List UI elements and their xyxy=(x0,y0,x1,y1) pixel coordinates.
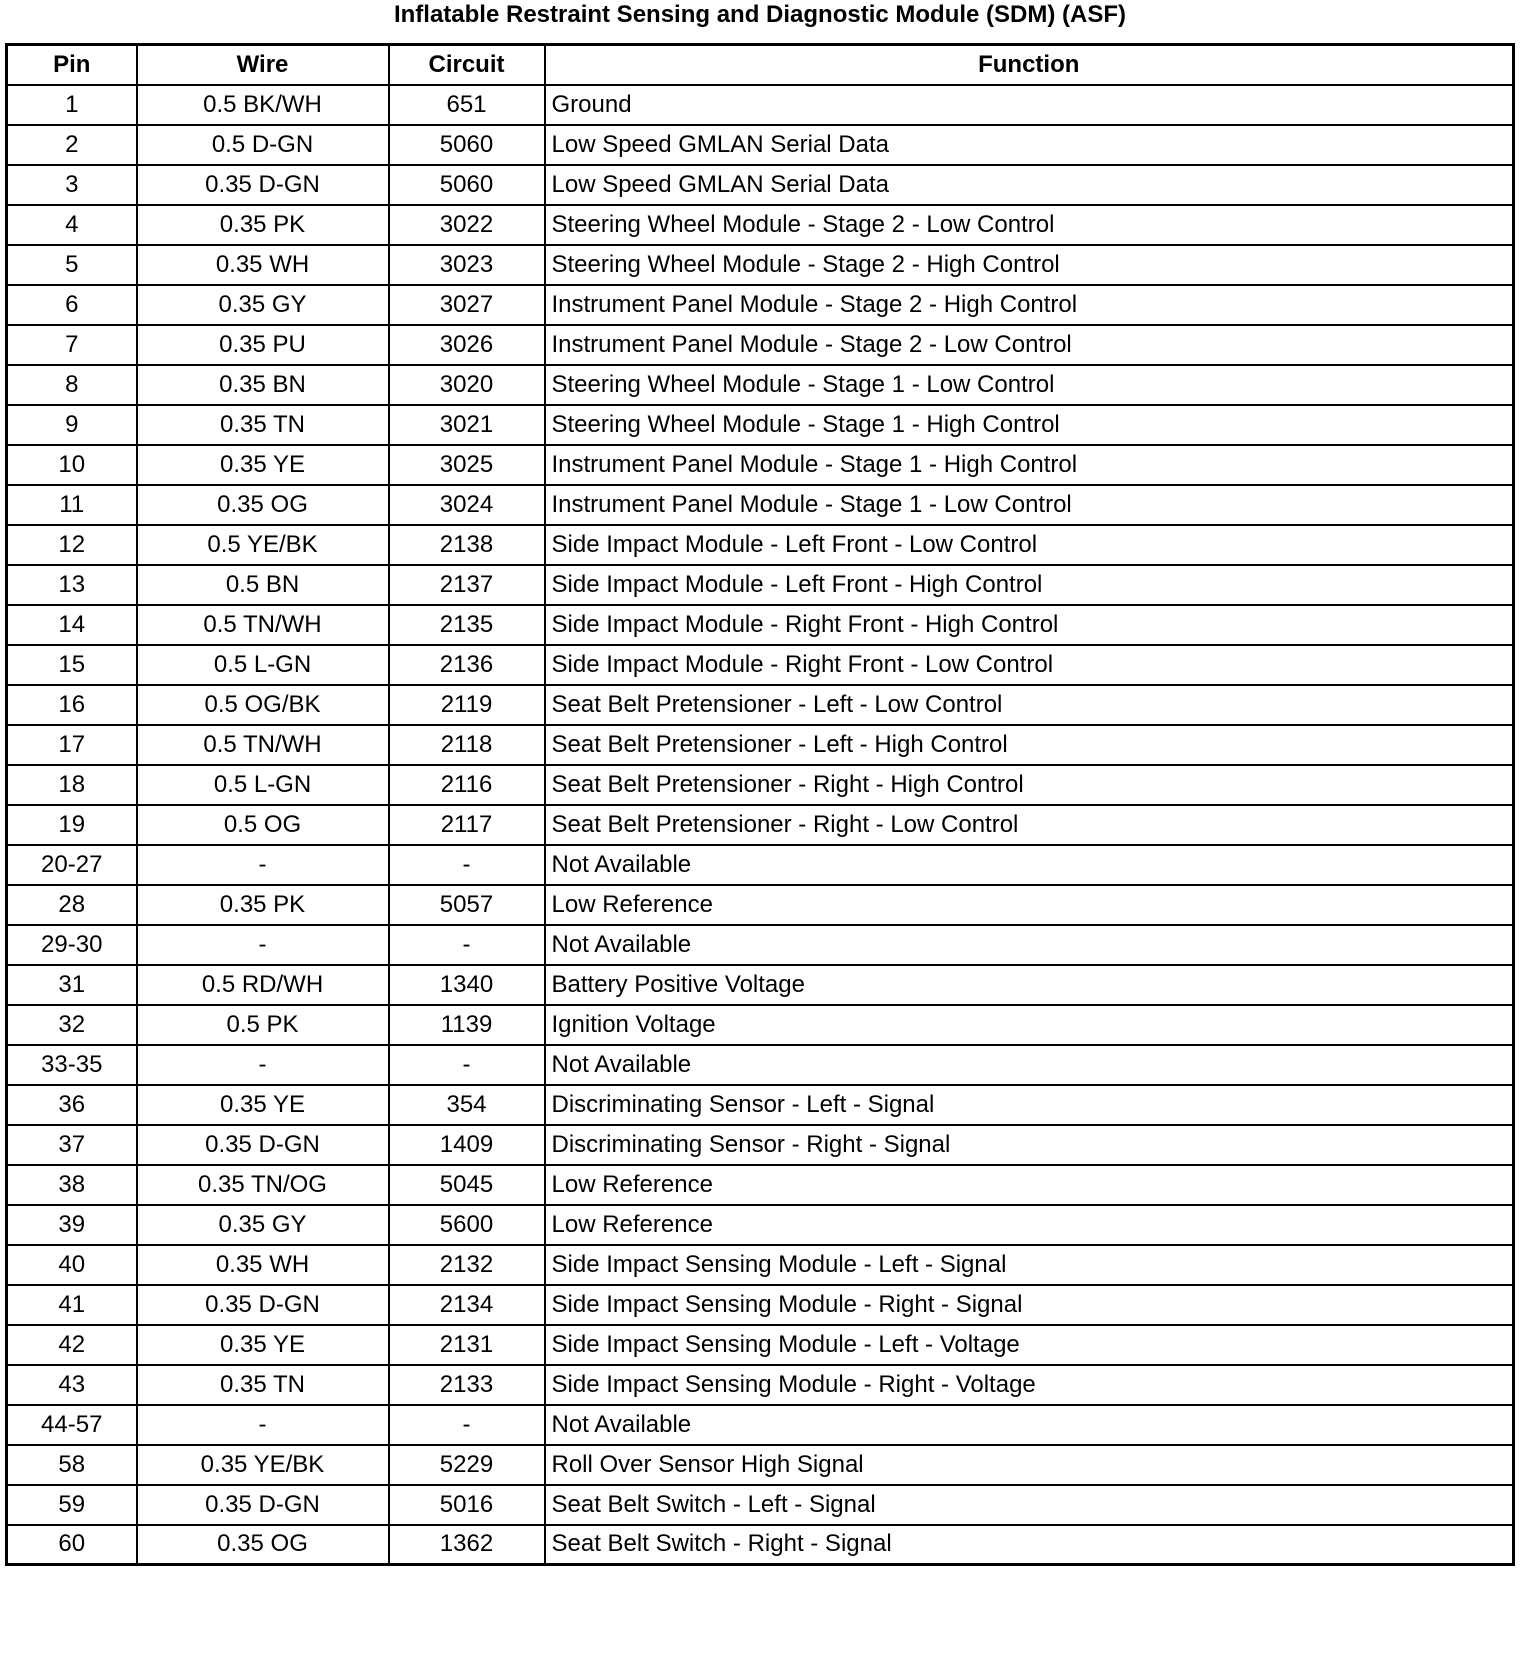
column-header-circuit: Circuit xyxy=(389,45,545,85)
wire-cell: 0.35 D-GN xyxy=(137,1125,389,1165)
function-cell: Battery Positive Voltage xyxy=(545,965,1514,1005)
pin-cell: 16 xyxy=(7,685,137,725)
circuit-cell: 2134 xyxy=(389,1285,545,1325)
circuit-cell: 2137 xyxy=(389,565,545,605)
function-cell: Ground xyxy=(545,85,1514,125)
pin-cell: 9 xyxy=(7,405,137,445)
pin-cell: 60 xyxy=(7,1525,137,1565)
pin-cell: 18 xyxy=(7,765,137,805)
wire-cell: 0.5 OG/BK xyxy=(137,685,389,725)
function-cell: Low Speed GMLAN Serial Data xyxy=(545,165,1514,205)
table-row xyxy=(7,725,1514,765)
pin-cell: 37 xyxy=(7,1125,137,1165)
circuit-cell: 3026 xyxy=(389,325,545,365)
pin-cell: 6 xyxy=(7,285,137,325)
circuit-cell: 3021 xyxy=(389,405,545,445)
circuit-cell: 1340 xyxy=(389,965,545,1005)
circuit-cell: 3022 xyxy=(389,205,545,245)
function-cell: Not Available xyxy=(545,1405,1514,1445)
circuit-cell: 5045 xyxy=(389,1165,545,1205)
table-row xyxy=(7,485,1514,525)
function-cell: Instrument Panel Module - Stage 1 - Low Control xyxy=(545,485,1514,525)
wire-cell: - xyxy=(137,1045,389,1085)
circuit-cell: 354 xyxy=(389,1085,545,1125)
function-cell: Steering Wheel Module - Stage 2 - High Control xyxy=(545,245,1514,285)
table-row xyxy=(7,1525,1514,1565)
circuit-cell: 2117 xyxy=(389,805,545,845)
pinout-table xyxy=(5,43,1515,1566)
circuit-cell: 651 xyxy=(389,85,545,125)
wire-cell: 0.35 TN xyxy=(137,1365,389,1405)
function-cell: Instrument Panel Module - Stage 1 - High Control xyxy=(545,445,1514,485)
wire-cell: 0.35 GY xyxy=(137,285,389,325)
pin-cell: 1 xyxy=(7,85,137,125)
table-row xyxy=(7,85,1514,125)
function-cell: Side Impact Module - Right Front - High Control xyxy=(545,605,1514,645)
pin-cell: 41 xyxy=(7,1285,137,1325)
pin-cell: 59 xyxy=(7,1485,137,1525)
table-row xyxy=(7,365,1514,405)
wire-cell: 0.35 PK xyxy=(137,885,389,925)
pin-cell: 29-30 xyxy=(7,925,137,965)
wire-cell: 0.35 WH xyxy=(137,245,389,285)
wire-cell: - xyxy=(137,1405,389,1445)
function-cell: Side Impact Sensing Module - Left - Voltage xyxy=(545,1325,1514,1365)
table-row xyxy=(7,885,1514,925)
function-cell: Instrument Panel Module - Stage 2 - High Control xyxy=(545,285,1514,325)
circuit-cell: 5057 xyxy=(389,885,545,925)
circuit-cell: 3025 xyxy=(389,445,545,485)
pin-cell: 40 xyxy=(7,1245,137,1285)
function-cell: Side Impact Sensing Module - Left - Signal xyxy=(545,1245,1514,1285)
table-row xyxy=(7,1365,1514,1405)
table-row xyxy=(7,1125,1514,1165)
table-row xyxy=(7,1085,1514,1125)
function-cell: Seat Belt Pretensioner - Right - High Control xyxy=(545,765,1514,805)
circuit-cell: - xyxy=(389,1405,545,1445)
function-cell: Steering Wheel Module - Stage 1 - Low Control xyxy=(545,365,1514,405)
function-cell: Steering Wheel Module - Stage 2 - Low Control xyxy=(545,205,1514,245)
table-row xyxy=(7,125,1514,165)
table-row xyxy=(7,245,1514,285)
wire-cell: 0.35 D-GN xyxy=(137,165,389,205)
function-cell: Steering Wheel Module - Stage 1 - High Control xyxy=(545,405,1514,445)
pin-cell: 28 xyxy=(7,885,137,925)
circuit-cell: - xyxy=(389,1045,545,1085)
circuit-cell: 5229 xyxy=(389,1445,545,1485)
function-cell: Roll Over Sensor High Signal xyxy=(545,1445,1514,1485)
function-cell: Side Impact Module - Left Front - High Control xyxy=(545,565,1514,605)
circuit-cell: 2118 xyxy=(389,725,545,765)
pin-cell: 15 xyxy=(7,645,137,685)
function-cell: Side Impact Module - Left Front - Low Control xyxy=(545,525,1514,565)
column-header-wire: Wire xyxy=(137,45,389,85)
pin-cell: 58 xyxy=(7,1445,137,1485)
function-cell: Side Impact Sensing Module - Right - Voltage xyxy=(545,1365,1514,1405)
table-row xyxy=(7,805,1514,845)
pin-cell: 38 xyxy=(7,1165,137,1205)
pin-cell: 10 xyxy=(7,445,137,485)
circuit-cell: 3027 xyxy=(389,285,545,325)
column-header-pin: Pin xyxy=(7,45,137,85)
wire-cell: - xyxy=(137,845,389,885)
table-row xyxy=(7,1245,1514,1285)
circuit-cell: 2119 xyxy=(389,685,545,725)
circuit-cell: - xyxy=(389,925,545,965)
circuit-cell: 2132 xyxy=(389,1245,545,1285)
function-cell: Seat Belt Pretensioner - Right - Low Control xyxy=(545,805,1514,845)
circuit-cell: 3023 xyxy=(389,245,545,285)
function-cell: Seat Belt Pretensioner - Left - High Control xyxy=(545,725,1514,765)
column-header-function: Function xyxy=(545,45,1514,85)
pin-cell: 5 xyxy=(7,245,137,285)
table-row xyxy=(7,445,1514,485)
pin-cell: 14 xyxy=(7,605,137,645)
pin-cell: 36 xyxy=(7,1085,137,1125)
pin-cell: 4 xyxy=(7,205,137,245)
wire-cell: 0.5 D-GN xyxy=(137,125,389,165)
wire-cell: 0.5 YE/BK xyxy=(137,525,389,565)
wire-cell: 0.35 BN xyxy=(137,365,389,405)
circuit-cell: - xyxy=(389,845,545,885)
wire-cell: 0.35 PU xyxy=(137,325,389,365)
table-row xyxy=(7,165,1514,205)
pin-cell: 17 xyxy=(7,725,137,765)
function-cell: Not Available xyxy=(545,845,1514,885)
table-row xyxy=(7,1285,1514,1325)
table-row xyxy=(7,685,1514,725)
table-row xyxy=(7,925,1514,965)
pin-cell: 31 xyxy=(7,965,137,1005)
wire-cell: 0.35 WH xyxy=(137,1245,389,1285)
pin-cell: 2 xyxy=(7,125,137,165)
wire-cell: 0.35 YE/BK xyxy=(137,1445,389,1485)
circuit-cell: 5060 xyxy=(389,165,545,205)
wire-cell: 0.5 TN/WH xyxy=(137,605,389,645)
circuit-cell: 1409 xyxy=(389,1125,545,1165)
wire-cell: 0.35 GY xyxy=(137,1205,389,1245)
table-row xyxy=(7,1005,1514,1045)
circuit-cell: 5016 xyxy=(389,1485,545,1525)
function-cell: Discriminating Sensor - Right - Signal xyxy=(545,1125,1514,1165)
pin-cell: 3 xyxy=(7,165,137,205)
table-row xyxy=(7,1045,1514,1085)
wire-cell: 0.5 RD/WH xyxy=(137,965,389,1005)
circuit-cell: 2138 xyxy=(389,525,545,565)
table-row xyxy=(7,325,1514,365)
wire-cell: 0.5 L-GN xyxy=(137,645,389,685)
circuit-cell: 1362 xyxy=(389,1525,545,1565)
circuit-cell: 3020 xyxy=(389,365,545,405)
table-row xyxy=(7,1165,1514,1205)
circuit-cell: 2116 xyxy=(389,765,545,805)
function-cell: Not Available xyxy=(545,925,1514,965)
pin-cell: 13 xyxy=(7,565,137,605)
wire-cell: 0.35 PK xyxy=(137,205,389,245)
table-row xyxy=(7,965,1514,1005)
circuit-cell: 1139 xyxy=(389,1005,545,1045)
function-cell: Seat Belt Pretensioner - Left - Low Control xyxy=(545,685,1514,725)
table-row xyxy=(7,1205,1514,1245)
table-row xyxy=(7,1405,1514,1445)
pin-cell: 43 xyxy=(7,1365,137,1405)
pin-cell: 11 xyxy=(7,485,137,525)
function-cell: Seat Belt Switch - Right - Signal xyxy=(545,1525,1514,1565)
table-row xyxy=(7,405,1514,445)
wire-cell: 0.5 BK/WH xyxy=(137,85,389,125)
function-cell: Instrument Panel Module - Stage 2 - Low Control xyxy=(545,325,1514,365)
circuit-cell: 5600 xyxy=(389,1205,545,1245)
table-row xyxy=(7,205,1514,245)
table-row xyxy=(7,645,1514,685)
wire-cell: 0.5 PK xyxy=(137,1005,389,1045)
circuit-cell: 5060 xyxy=(389,125,545,165)
table-row xyxy=(7,1485,1514,1525)
table-row xyxy=(7,605,1514,645)
function-cell: Low Reference xyxy=(545,1165,1514,1205)
circuit-cell: 3024 xyxy=(389,485,545,525)
function-cell: Discriminating Sensor - Left - Signal xyxy=(545,1085,1514,1125)
wire-cell: 0.5 BN xyxy=(137,565,389,605)
circuit-cell: 2136 xyxy=(389,645,545,685)
wire-cell: 0.35 D-GN xyxy=(137,1285,389,1325)
table-row xyxy=(7,1325,1514,1365)
wire-cell: 0.35 TN xyxy=(137,405,389,445)
wire-cell: 0.5 TN/WH xyxy=(137,725,389,765)
wire-cell: 0.5 L-GN xyxy=(137,765,389,805)
wire-cell: 0.35 YE xyxy=(137,445,389,485)
function-cell: Not Available xyxy=(545,1045,1514,1085)
table-row xyxy=(7,765,1514,805)
circuit-cell: 2135 xyxy=(389,605,545,645)
wire-cell: - xyxy=(137,925,389,965)
pin-cell: 32 xyxy=(7,1005,137,1045)
pin-cell: 8 xyxy=(7,365,137,405)
table-row xyxy=(7,845,1514,885)
table-row xyxy=(7,525,1514,565)
wire-cell: 0.35 OG xyxy=(137,485,389,525)
page-title: Inflatable Restraint Sensing and Diagnostic Module (SDM) (ASF) xyxy=(393,1,1127,28)
table-row xyxy=(7,285,1514,325)
function-cell: Side Impact Module - Right Front - Low Control xyxy=(545,645,1514,685)
function-cell: Low Reference xyxy=(545,1205,1514,1245)
wire-cell: 0.35 D-GN xyxy=(137,1485,389,1525)
pin-cell: 44-57 xyxy=(7,1405,137,1445)
pin-cell: 7 xyxy=(7,325,137,365)
function-cell: Low Reference xyxy=(545,885,1514,925)
table-row xyxy=(7,565,1514,605)
function-cell: Low Speed GMLAN Serial Data xyxy=(545,125,1514,165)
circuit-cell: 2133 xyxy=(389,1365,545,1405)
wire-cell: 0.35 TN/OG xyxy=(137,1165,389,1205)
function-cell: Seat Belt Switch - Left - Signal xyxy=(545,1485,1514,1525)
pin-cell: 39 xyxy=(7,1205,137,1245)
wire-cell: 0.35 YE xyxy=(137,1325,389,1365)
function-cell: Side Impact Sensing Module - Right - Signal xyxy=(545,1285,1514,1325)
wire-cell: 0.35 YE xyxy=(137,1085,389,1125)
wire-cell: 0.5 OG xyxy=(137,805,389,845)
pin-cell: 42 xyxy=(7,1325,137,1365)
pin-cell: 19 xyxy=(7,805,137,845)
pin-cell: 12 xyxy=(7,525,137,565)
function-cell: Ignition Voltage xyxy=(545,1005,1514,1045)
header-row xyxy=(7,45,1514,85)
table-body xyxy=(7,85,1514,1565)
pin-cell: 33-35 xyxy=(7,1045,137,1085)
wire-cell: 0.35 OG xyxy=(137,1525,389,1565)
circuit-cell: 2131 xyxy=(389,1325,545,1365)
table-row xyxy=(7,1445,1514,1485)
pin-cell: 20-27 xyxy=(7,845,137,885)
